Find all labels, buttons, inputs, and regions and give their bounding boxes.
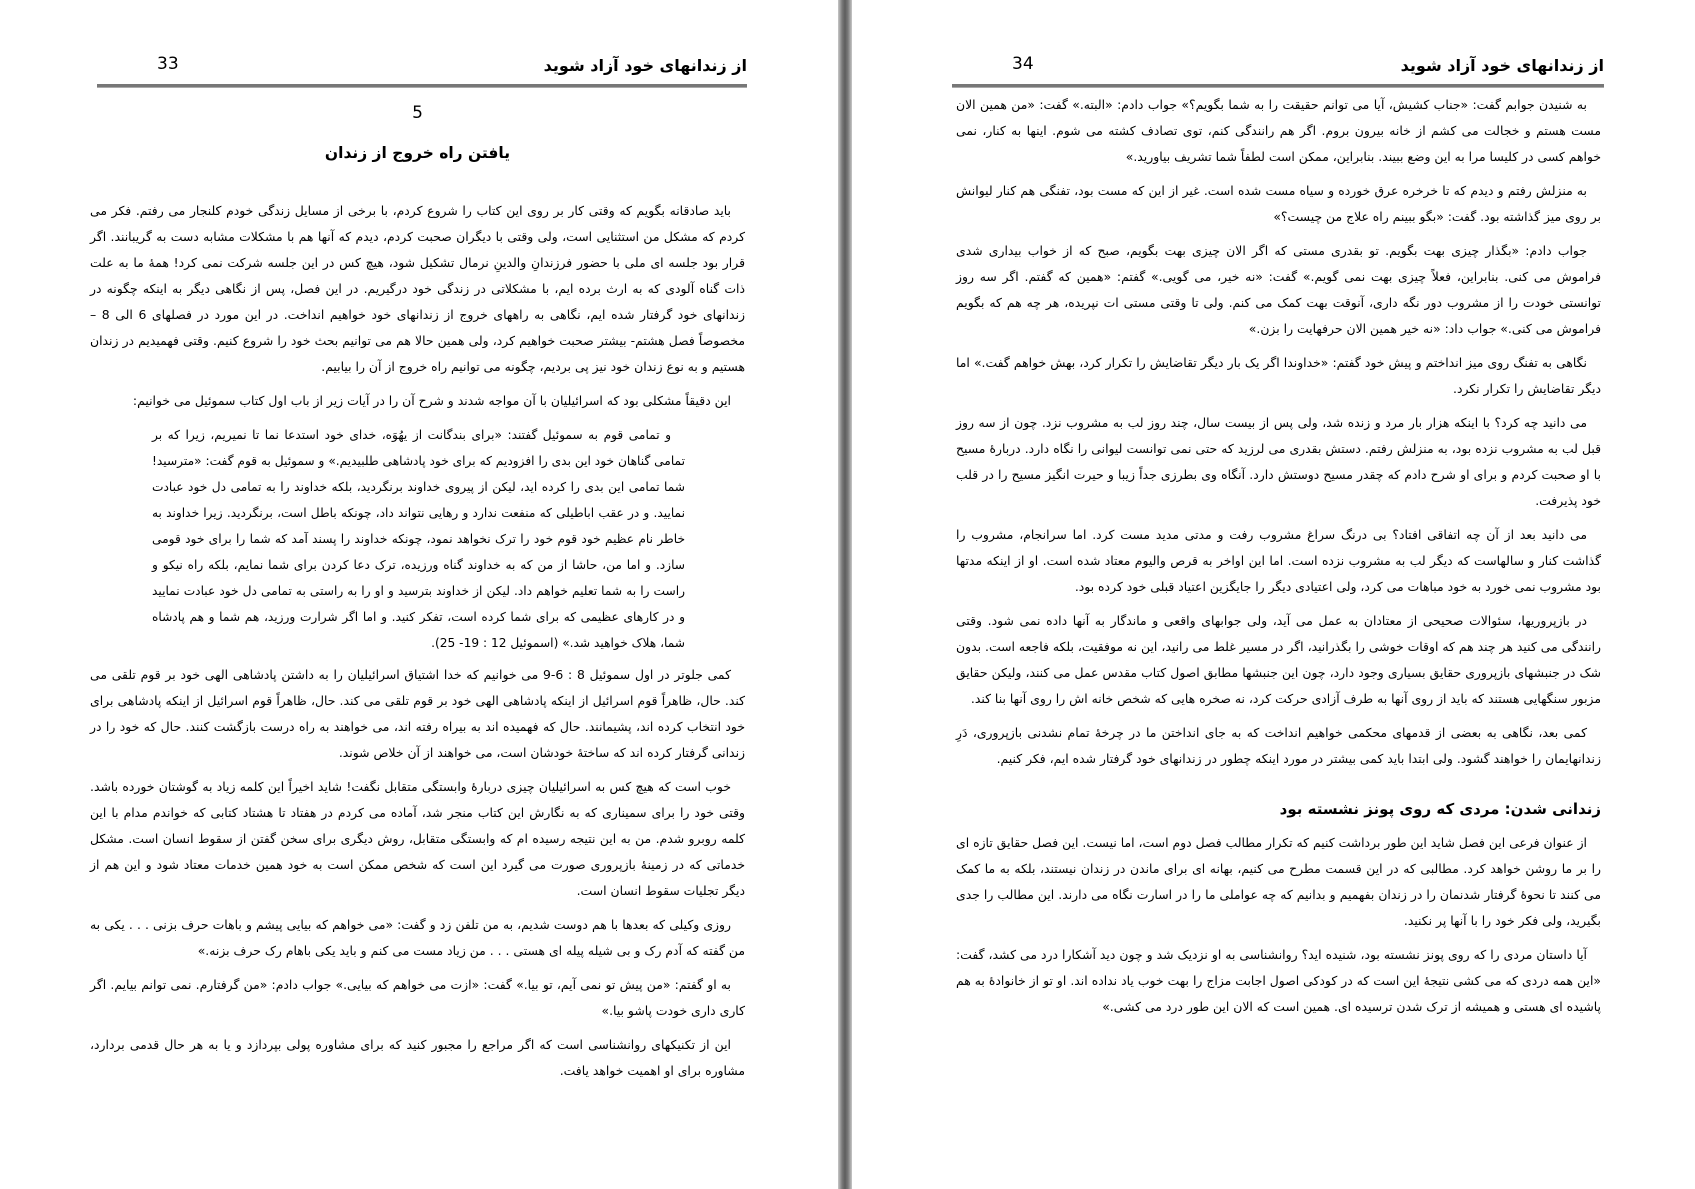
paragraph: این دقیقاً مشکلی بود که اسرائیلیان با آن مواجه شدند و شرح آن را در آیات زیر از باب اول کتاب سموئیل می خوانیم: xyxy=(132,393,731,408)
right-header-rule xyxy=(952,84,1604,88)
left-header-rule xyxy=(97,84,747,88)
paragraph: می دانید چه کرد؟ با اینکه هزار بار مرد و زنده شد، ولی پس از بیست سال، چند روز لب به مشروب نزد. چون از سه روز قبل لب به مشروب نزده بود، به منزلش رفتم. دستش بقدری می لرزید که حتی نمی توانست لیوانی را نگاه دارد. دربارهٔ مسیح با او صحبت کردم و برای او شرح دادم که چقدر مسیح دوستش دارد. آنگاه وی بطرزی جداً زیبا و حیرت انگیز مسیح را در قلب خود پذیرفت. xyxy=(956,415,1601,508)
right-page-header xyxy=(952,54,1604,80)
section-heading: زندانی شدن: مردی که روی پونز نشسته بود xyxy=(1279,800,1601,818)
right-page-body xyxy=(956,92,1601,1028)
right-page-number: 34 xyxy=(1012,54,1034,74)
paragraph: از عنوان فرعی این فصل شاید این طور برداشت کنیم که تکرار مطالب فصل دوم است، اما نیست. این فصل حقایق تازه ای را بر ما روشن خواهد کرد. مطالبی که در این قسمت مطرح می کنیم، بهانه ای برای ماندن در زندان نیستند، بلکه به ما کمک می کنند تا نحوهٔ گرفتار شدنمان را در زندان بفهمیم و بدانیم که چه عواملی ما را در اسارت نگاه می دارند. این مطالب را جدی بگیرید، ولی فکر خود را با آنها پر نکنید. xyxy=(956,835,1601,928)
left-page-body xyxy=(90,98,745,1092)
left-page-number: 33 xyxy=(157,54,179,74)
paragraph: به او گفتم: «من پیش تو نمی آیم، تو بیا.» گفت: «ازت می خواهم که بیایی.» جواب دادم: «من گرفتارم. نمی توانم بیایم. اگر کاری داری خودت پاشو بیا.» xyxy=(90,977,745,1018)
paragraph: کمی بعد، نگاهی به بعضی از قدمهای محکمی خواهیم انداخت که به جای انداختن ما در چرخهٔ تمام نشدنی بازپروری، دَرِ زندانهایمان را خواهند گشود. ولی ابتدا باید کمی بیشتر در مورد اینکه چطور در زندانهای خود گرفتار شده ایم، فکر کنیم. xyxy=(956,725,1601,766)
right-page xyxy=(852,0,1695,1189)
paragraph: خوب است که هیچ کس به اسرائیلیان چیزی دربارهٔ وابستگی متقابل نگفت! شاید اخیراً این کلمه زیاد به گوشتان خورده باشد. وقتی خود را برای سمیناری که به نگارش این کتاب منجر شد، آماده می کردم در هفتاد تا هشتاد کتابی که خواندم مدام با این کلمه روبرو شدم. من به این نتیجه رسیده ام که وابستگی متقابل، روش دیگری برای سخن گفتن از سقوط انسان است. مشکل خدماتی که در زمینهٔ بازپروری صورت می گیرد این است که شخص ممکن است به خود همین خدمات معتاد شود و این هم از دیگر تجلیات سقوط انسان است. xyxy=(90,779,745,898)
chapter-title: یافتن راه خروج از زندان xyxy=(324,144,511,162)
paragraph: کمی جلوتر در اول سموئیل 8 : 6-9 می خوانیم که خدا اشتیاق اسرائیلیان را به داشتن پادشاهی الهی خود بر قوم تلقی می کند. حال، ظاهراً قوم اسرائیل از اینکه پادشاهی الهی خود بر قوم تلقی می کند. حال، ظاهراً قوم اسرائیل از اینکه پادشاهی برای خود انتخاب کرده اند، پشیمانند. حال که فهمیده اند به بیراه رفته اند، می خواهند به راه درست بازگشت کنند. حال که خود را در زندانی گرفتار کرده اند که ساختهٔ خودشان است، می خواهند از آن خلاص شوند. xyxy=(90,667,745,760)
paragraph: این از تکنیکهای روانشناسی است که اگر مراجع را مجبور کنید که برای مشاوره پولی بپردازد و یا به هر حال قدمی بردارد، مشاوره برای او اهمیت خواهد یافت. xyxy=(90,1037,745,1078)
left-page xyxy=(0,0,838,1189)
left-running-title: از زندانهای خود آزاد شوید xyxy=(543,56,747,75)
right-running-title: از زندانهای خود آزاد شوید xyxy=(1400,56,1604,75)
paragraph: به شنیدن جوابم گفت: «جناب کشیش، آیا می توانم حقیقت را به شما بگویم؟» جواب دادم: «البته.» گفت: «من همین الان مست هستم و خجالت می کشم از خانه بیرون بروم. اگر هم رانندگی کنم، توی تصادف کشته می شوم. اینها به کنار، نمی خواهم کسی در کلیسا مرا به این وضع ببیند. بنابراین، ممکن است لطفاً شما تشریف بیاورید.» xyxy=(956,97,1601,164)
paragraph: باید صادقانه بگویم که وقتی کار بر روی این کتاب را شروع کردم، با برخی از مسایل زندگی خودم کلنجار می رفتم. فکر می کردم که مشکل من استثنایی است، ولی وقتی با دیگران صحبت کردم، دیدم که آنها هم با مشکلات مشابه دست به گریبانند. اگر قرار بود جلسه ای ملی با حضور فرزندانِ والدینِ نرمال تشکیل شود، هیچ کس در این جلسه شرکت نمی کرد! همهٔ ما به علت ذات گناه آلودی که به ارث برده ایم، با مشکلاتی در زندگی خود درگیریم. در این فصل، پس از نگاهی دیگر به اینکه چگونه در زندانهای خود گرفتار شده ایم، نگاهی به راههای خروج از زندانهای خود خواهیم انداخت. در این مورد در فصلهای 6 الی 8 – مخصوصاً فصل هشتم- بیشتر صحبت خواهیم کرد، ولی همین حالا هم می توانیم بحث خود را شروع کنیم. وقتی فهمیدیم در زندان هستیم و به نوع زندان خود نیز پی بردیم، چگونه می توانیم راه خروج از آن را بیابیم. xyxy=(90,203,745,374)
book-spine-divider xyxy=(838,0,852,1189)
chapter-number: 5 xyxy=(412,103,423,123)
paragraph: نگاهی به تفنگ روی میز انداختم و پیش خود گفتم: «خداوندا اگر یک بار دیگر تقاضایش را تکرار کرد، بهش خواهم گفت.» اما دیگر تقاضایش را تکرار نکرد. xyxy=(956,355,1601,396)
paragraph: جواب دادم: «بگذار چیزی بهت بگویم. تو بقدری مستی که اگر الان چیزی بهت بگویم، صبح که از خواب بیداری شدی فراموش می کنی. بنابراین، فعلاً چیزی بهت نمی گویم.» گفت: «نه خیر، می گویی.» گفتم: «همین که گفتم. اگر سه روز توانستی خودت را از مشروب دور نگه داری، آنوقت بهت کمک می کنم. ولی تا وقتی مستی ات نپریده، هر چه هم که بگویم فراموش می کنی.» جواب داد: «نه خیر همین الان حرفهایت را بزن.» xyxy=(956,243,1601,336)
paragraph: به منزلش رفتم و دیدم که تا خرخره عرق خورده و سیاه مست شده است. غیر از این که مست بود، تفنگی هم کنار لیوانش بر روی میز گذاشته بود. گفت: «بگو ببینم راه علاج من چیست؟» xyxy=(956,183,1601,224)
scripture-quote xyxy=(152,422,685,656)
paragraph: روزی وکیلی که بعدها با هم دوست شدیم، به من تلفن زد و گفت: «می خواهم که بیایی پیشم و باهات حرف بزنی . . . یکی به من گفته که آدم رک و بی شیله پیله ای هستی . . . من زیاد مست می کنم و باید یکی باهام رک حرف بزنه.» xyxy=(90,917,745,958)
paragraph: می دانید بعد از آن چه اتفاقی افتاد؟ بی درنگ سراغ مشروب رفت و مدتی مدید مست کرد. اما سرانجام، مشروب را گذاشت کنار و سالهاست که دیگر لب به مشروب نزده است. اما این اواخر به قرص والیوم معتاد شده است. او از اینکه مدتها بود مشروب نمی خورد به خود مباهات می کرد، ولی اعتیادی دیگر را جایگزین اعتیاد قبلی خود کرده بود. xyxy=(956,527,1601,594)
paragraph: در بازپروریها، سئوالات صحیحی از معتادان به عمل می آید، ولی جوابهای واقعی و ماندگار به آنها داده نمی شود. وقتی رانندگی می کنید هر چند هم که اوقات خوشی را بگذرانید، اگر در مسیر غلط می رانید، این نه موفقیت، بلکه فاجعه است. بدون شک در جنبشهای بازپروری حقایق بسیاری وجود دارد، چون این جنبشها مطابق اصول کتاب مقدس عمل می کنند، ولیکن حقایق مزبور سنگهایی هستند که باید از روی آنها به طرف آزادی حرکت کرد، نه صخره هایی که شخص خانه اش را روی آنها بنا کند. xyxy=(956,613,1601,706)
quote-text: و تمامی قوم به سموئیل گفتند: «برای بندگانت از یهُوَه، خدای خود استدعا نما تا نمیریم، زیرا که بر تمامی گناهان خود این بدی را افزودیم که برای خود پادشاهی طلبیدیم.» و سموئیل به قوم گفت: «مترسید! شما تمامی این بدی را کرده اید، لیکن از پیروی خداوند برنگردید، بلکه خداوند را به تمامی دل خود عبادت نمایید. و در عقب اباطیلی که منفعت ندارد و رهایی نتواند داد، چونکه باطل است، برنگردید. زیرا خداوند به خاطر نام عظیم خود قوم خود را ترک نخواهد نمود، چونکه خداوند را پسند آمد که شما را برای خود قومی سازد. و اما من، حاشا از من که به خداوند گناه ورزیده، ترک دعا کردن برای شما نمایم، بلکه راه نیکو و راست را به شما تعلیم خواهم داد. لیکن از خداوند بترسید و او را به راستی به تمامی دل خود عبادت نمایید و در کارهای عظیمی که برای شما کرده است، تفکر کنید. و اما اگر شرارت ورزید، هم شما و هم پادشاه شما، هلاک خواهید شد.» (اسموئیل 12 : 19- 25). xyxy=(152,428,685,650)
left-page-header xyxy=(97,54,747,80)
paragraph: آیا داستان مردی را که روی پونز نشسته بود، شنیده اید؟ روانشناسی به او نزدیک شد و چون دید آشکارا درد می کشد، گفت: «این همه دردی که می کشی نتیجهٔ این است که در کودکی اصول اجابت مزاج را بهت خوب یاد نداده اند. او تو از خانوادهٔ به هم پاشیده ای هستی و همیشه از ترک شدن ترسیده ای. همین است که الان این طور درد می کشی.» xyxy=(956,947,1601,1014)
